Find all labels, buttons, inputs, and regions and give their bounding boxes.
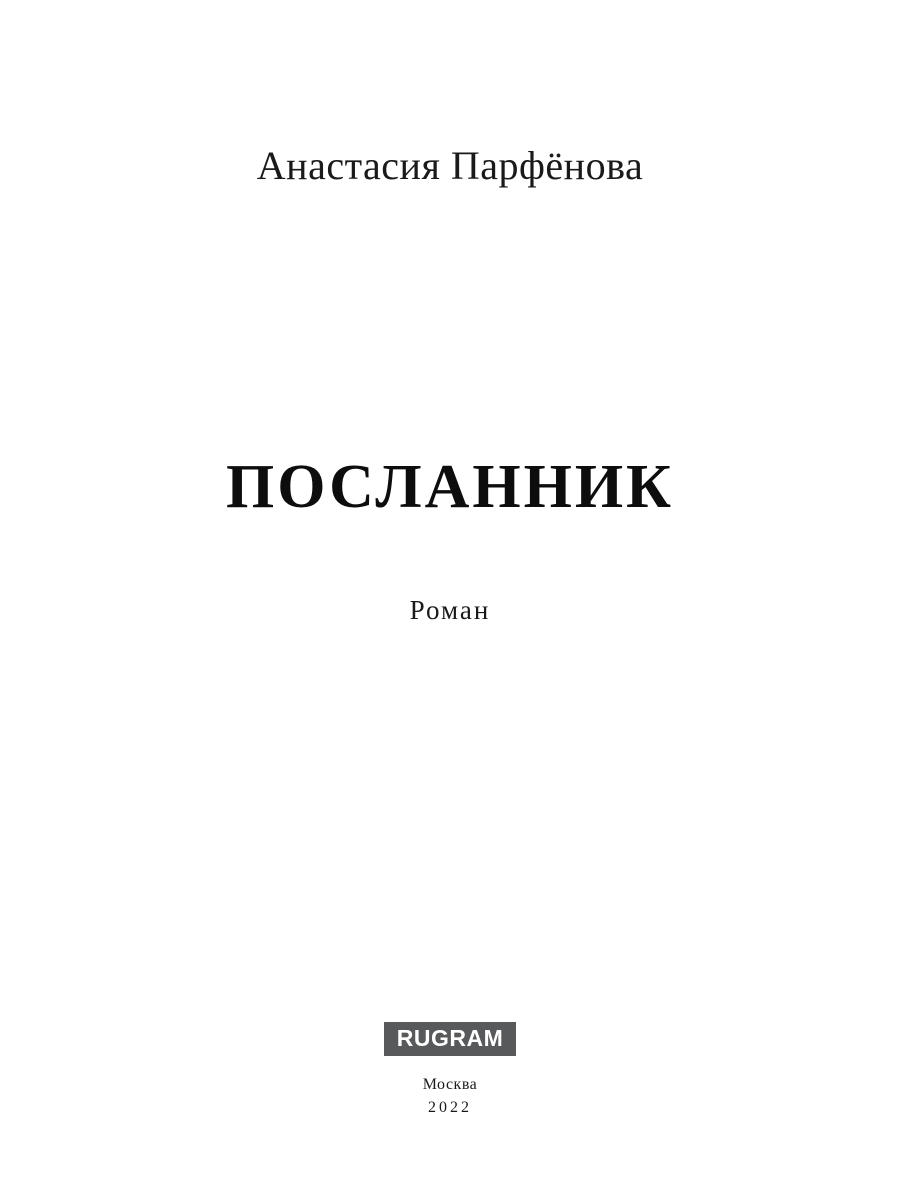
publication-city: Москва [422,1076,478,1093]
book-author: Анастасия Парфёнова [256,143,644,188]
imprint-block [0,1022,900,1117]
publisher-logo: RUGRAM [384,1022,517,1056]
book-genre: Роман [409,595,491,625]
publication-year: 2022 [428,1099,472,1116]
book-title: ПОСЛАННИК [225,453,675,521]
